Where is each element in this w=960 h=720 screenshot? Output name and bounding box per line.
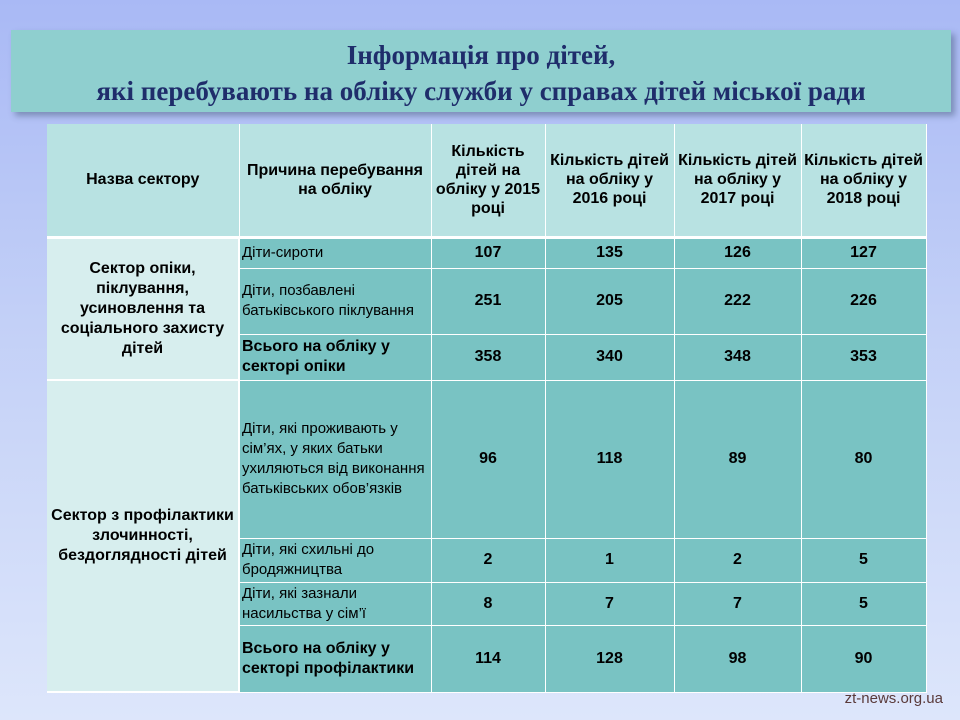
value-cell-2017: 7: [674, 582, 801, 625]
value-cell-2018: 5: [801, 538, 926, 582]
value-cell-2017: 348: [674, 334, 801, 380]
header-sector-name: Назва сектору: [47, 124, 239, 237]
header-count-2017: Кількість дітей на обліку у 2017 році: [674, 124, 801, 237]
value-cell-2016: 340: [545, 334, 674, 380]
title-banner: [11, 30, 951, 112]
value-cell-2018: 90: [801, 625, 926, 692]
watermark: zt-news.org.ua: [844, 690, 943, 707]
value-cell-2018: 5: [801, 582, 926, 625]
value-cell-2016: 135: [545, 237, 674, 268]
value-cell-2017: 2: [674, 538, 801, 582]
value-cell-2016: 205: [545, 268, 674, 334]
value-cell-2015: 358: [431, 334, 545, 380]
reason-cell: Діти-сироти: [239, 237, 431, 268]
value-cell-2015: 8: [431, 582, 545, 625]
reason-cell-total: Всього на обліку у секторі опіки: [239, 334, 431, 380]
reason-cell-total: Всього на обліку у секторі профілактики: [239, 625, 431, 692]
value-cell-2015: 96: [431, 380, 545, 538]
header-count-2015: Кількість дітей на обліку у 2015 році: [431, 124, 545, 237]
value-cell-2018: 226: [801, 268, 926, 334]
reason-cell: Діти, які проживають у сім’ях, у яких батьки ухиляються від виконання батьківських обов’язків: [239, 380, 431, 538]
page-title-line-1: Інформація про дітей,: [346, 40, 616, 70]
value-cell-2016: 128: [545, 625, 674, 692]
value-cell-2017: 222: [674, 268, 801, 334]
page-title-line-2: які перебувають на обліку служби у справах дітей міської ради: [96, 76, 866, 106]
value-cell-2016: 118: [545, 380, 674, 538]
value-cell-2015: 114: [431, 625, 545, 692]
value-cell-2016: 1: [545, 538, 674, 582]
table-row: [47, 380, 926, 538]
value-cell-2015: 251: [431, 268, 545, 334]
table-row: [47, 237, 926, 268]
value-cell-2017: 98: [674, 625, 801, 692]
value-cell-2015: 107: [431, 237, 545, 268]
header-count-2018: Кількість дітей на обліку у 2018 році: [801, 124, 926, 237]
table-header-row: [47, 124, 926, 237]
value-cell-2016: 7: [545, 582, 674, 625]
children-registry-table: [47, 124, 927, 693]
reason-cell: Діти, позбавлені батьківського піклування: [239, 268, 431, 334]
value-cell-2018: 127: [801, 237, 926, 268]
value-cell-2017: 126: [674, 237, 801, 268]
reason-cell: Діти, які зазнали насильства у сім’ї: [239, 582, 431, 625]
value-cell-2015: 2: [431, 538, 545, 582]
sector-name-cell: Сектор з профілактики злочинності, бездоглядності дітей: [47, 380, 239, 692]
header-reason: Причина перебування на обліку: [239, 124, 431, 237]
value-cell-2018: 80: [801, 380, 926, 538]
sector-name-cell: Сектор опіки, піклування, усиновлення та соціального захисту дітей: [47, 237, 239, 380]
value-cell-2017: 89: [674, 380, 801, 538]
value-cell-2018: 353: [801, 334, 926, 380]
header-count-2016: Кількість дітей на обліку у 2016 році: [545, 124, 674, 237]
reason-cell: Діти, які схильні до бродяжництва: [239, 538, 431, 582]
